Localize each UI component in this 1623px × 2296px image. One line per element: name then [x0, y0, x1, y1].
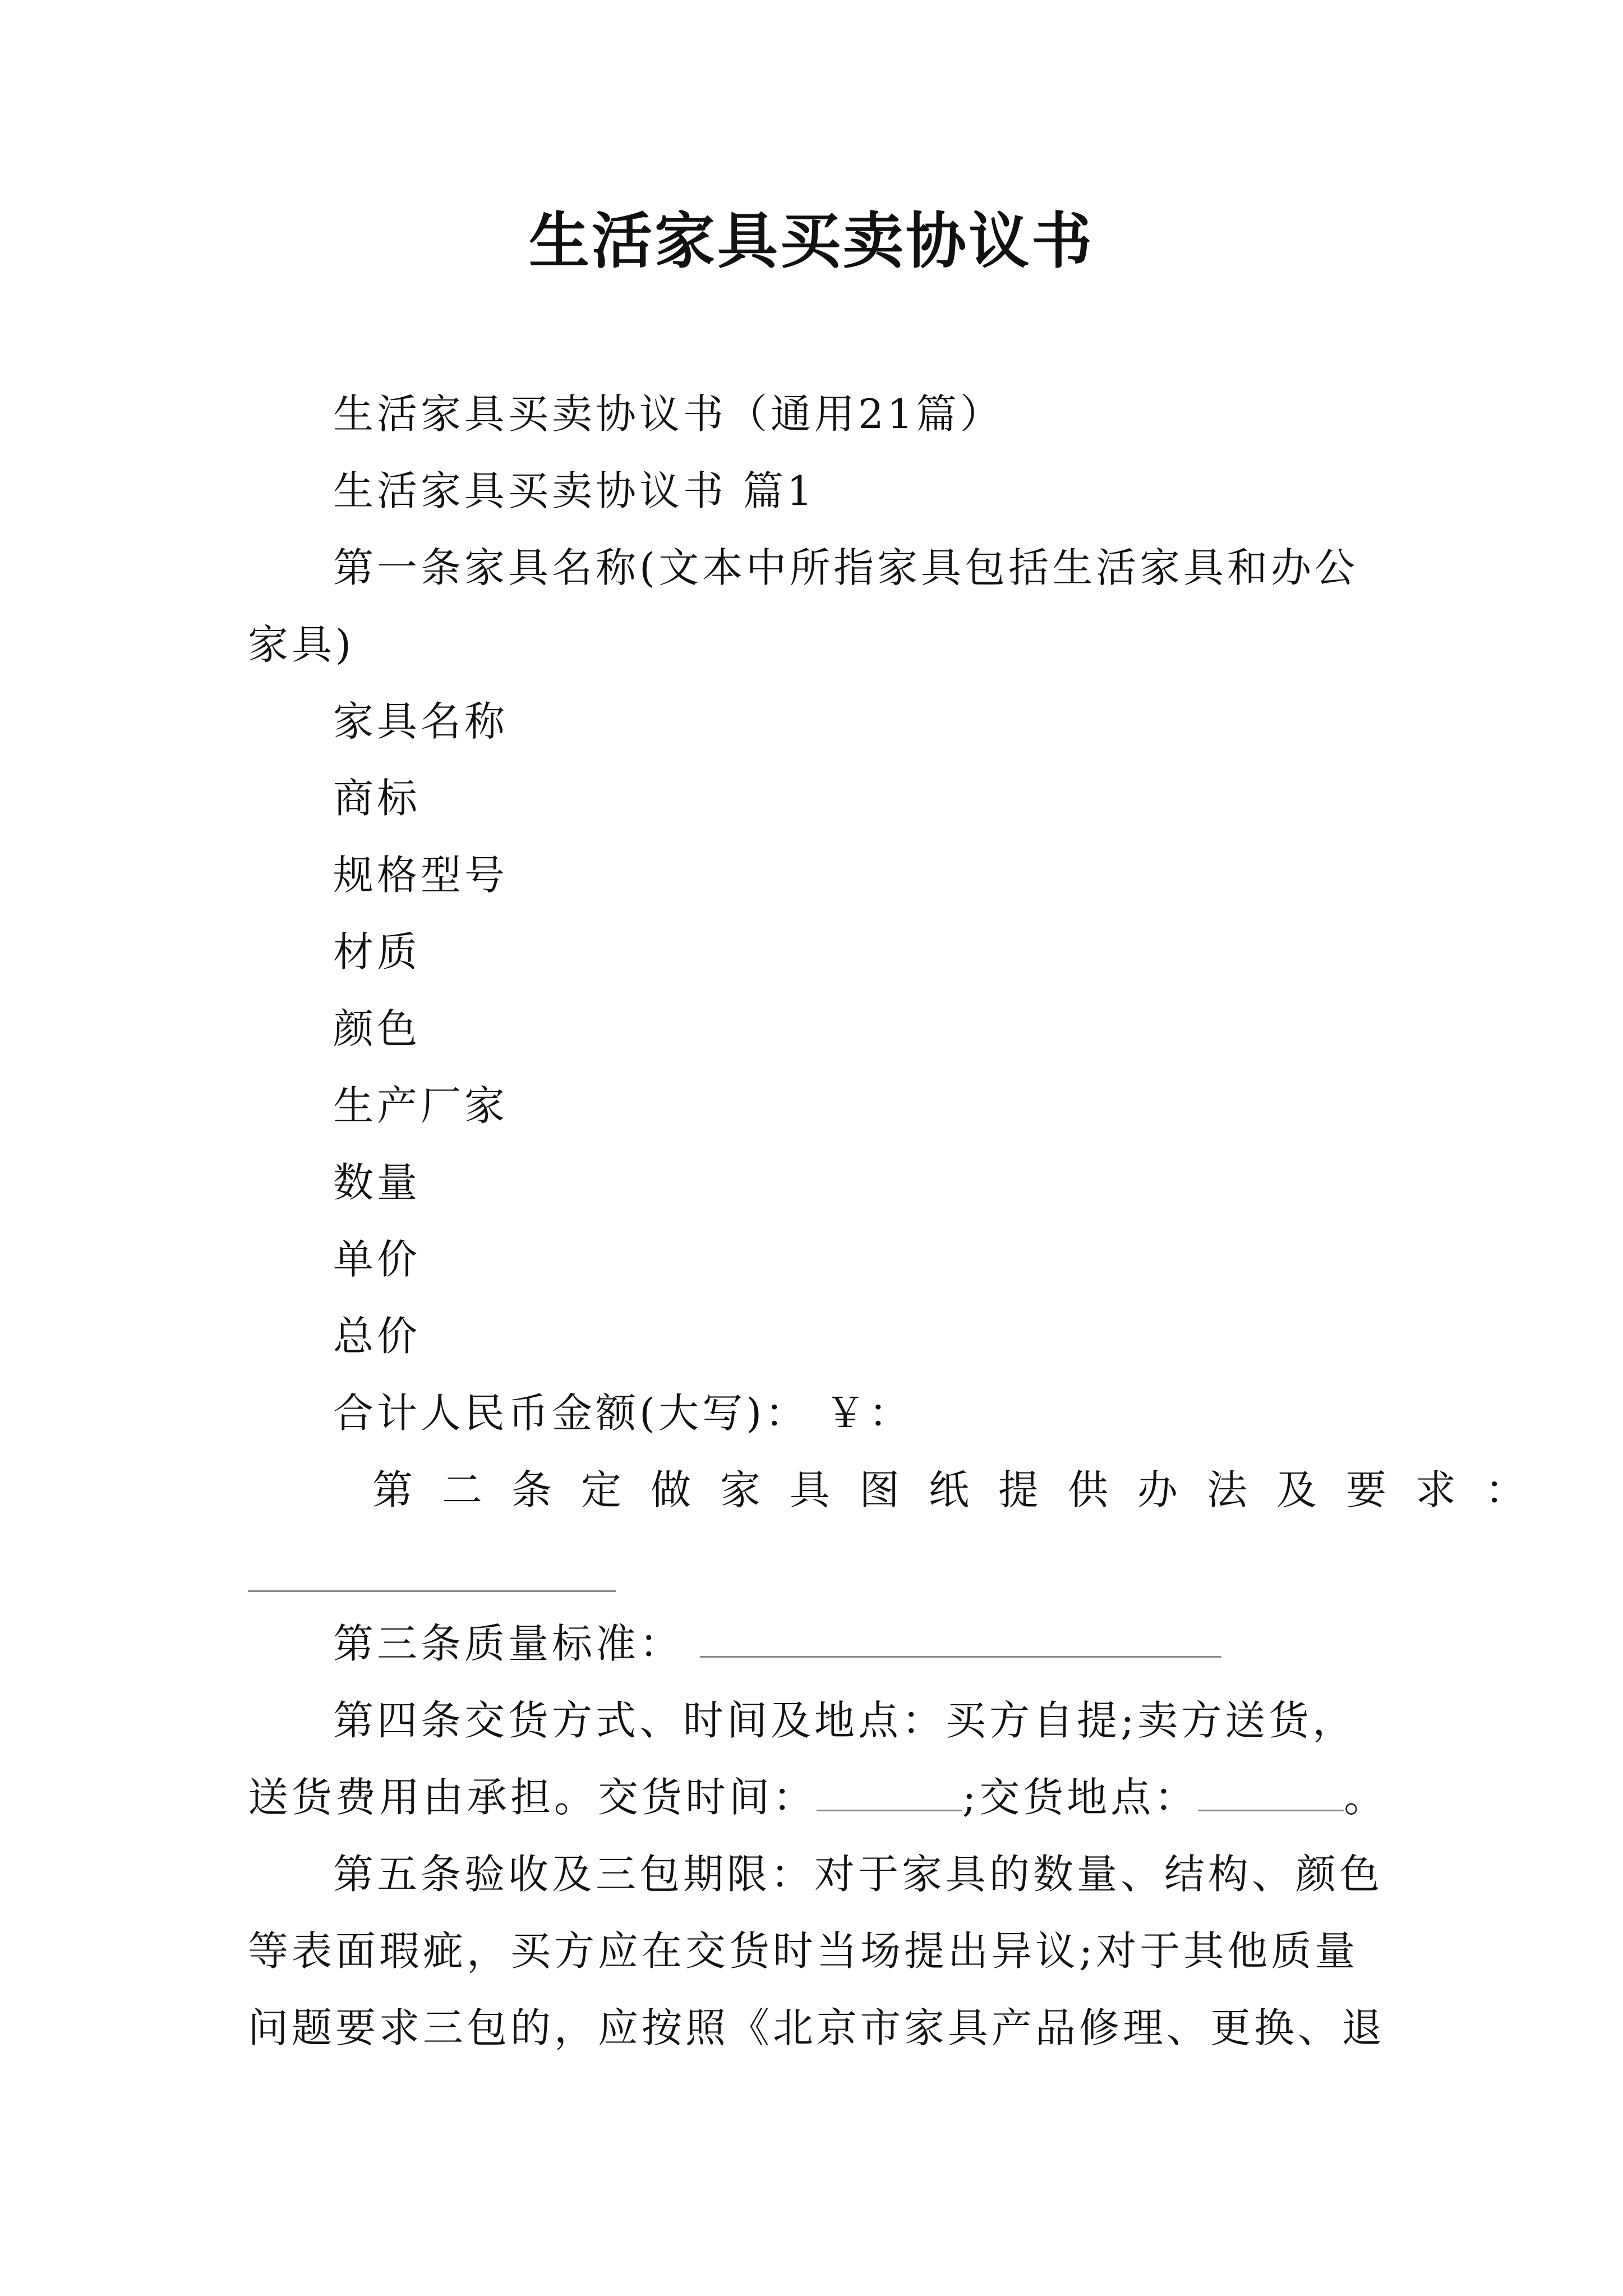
article-3-label: 第三条质量标准：: [333, 1620, 684, 1667]
delivery-place-blank: [1198, 1776, 1344, 1811]
field-furniture-name: 家具名称: [333, 698, 509, 745]
document-title: 生活家具买卖协议书: [528, 206, 1094, 277]
article-2: 第二条定做家具图纸提供办法及要求：: [372, 1466, 1555, 1513]
article-1-line-1: 第一条家具名称(文本中所指家具包括生活家具和办公: [333, 544, 1359, 591]
field-total-price: 总价: [333, 1313, 421, 1360]
field-unit-price: 单价: [333, 1236, 421, 1283]
field-trademark: 商标: [333, 775, 421, 822]
article-5-line-2: 等表面瑕疵，买方应在交货时当场提出异议;对于其他质量: [248, 1927, 1359, 1975]
article-1-line-2: 家具): [248, 621, 355, 668]
field-quantity: 数量: [333, 1159, 421, 1206]
total-amount-line: 合计人民币金额(大写)： ￥：: [333, 1389, 913, 1437]
article-4-end-mark: 。: [1344, 1774, 1388, 1821]
field-color: 颜色: [333, 1005, 421, 1052]
document-subtitle: 生活家具买卖协议书（通用21篇）: [333, 390, 1004, 438]
article-4-line-2: [248, 1759, 1386, 1836]
field-manufacturer: 生产厂家: [333, 1082, 509, 1129]
article-3-line: [248, 1605, 1386, 1682]
article-2-blank: [248, 1557, 616, 1592]
article-4-delivery-place-label: ;交货地点：: [962, 1774, 1198, 1821]
article-5-line-1: 第五条验收及三包期限：对于家具的数量、结构、颜色: [333, 1851, 1384, 1898]
section-heading: 生活家具买卖协议书 篇1: [333, 467, 816, 514]
article-2-blank-line: [248, 1529, 1386, 1605]
article-4-delivery-cost: 送货费用由承担。交货时间：: [248, 1774, 817, 1821]
article-3-blank: [700, 1622, 1221, 1658]
delivery-time-blank: [817, 1776, 962, 1811]
field-model: 规格型号: [333, 852, 509, 899]
article-5-line-3: 问题要求三包的，应按照《北京市家具产品修理、更换、退: [248, 2004, 1386, 2051]
field-material: 材质: [333, 928, 421, 976]
article-4-line-1: 第四条交货方式、时间及地点：买方自提;卖方送货，: [333, 1697, 1357, 1744]
document-body: [248, 376, 1555, 2067]
